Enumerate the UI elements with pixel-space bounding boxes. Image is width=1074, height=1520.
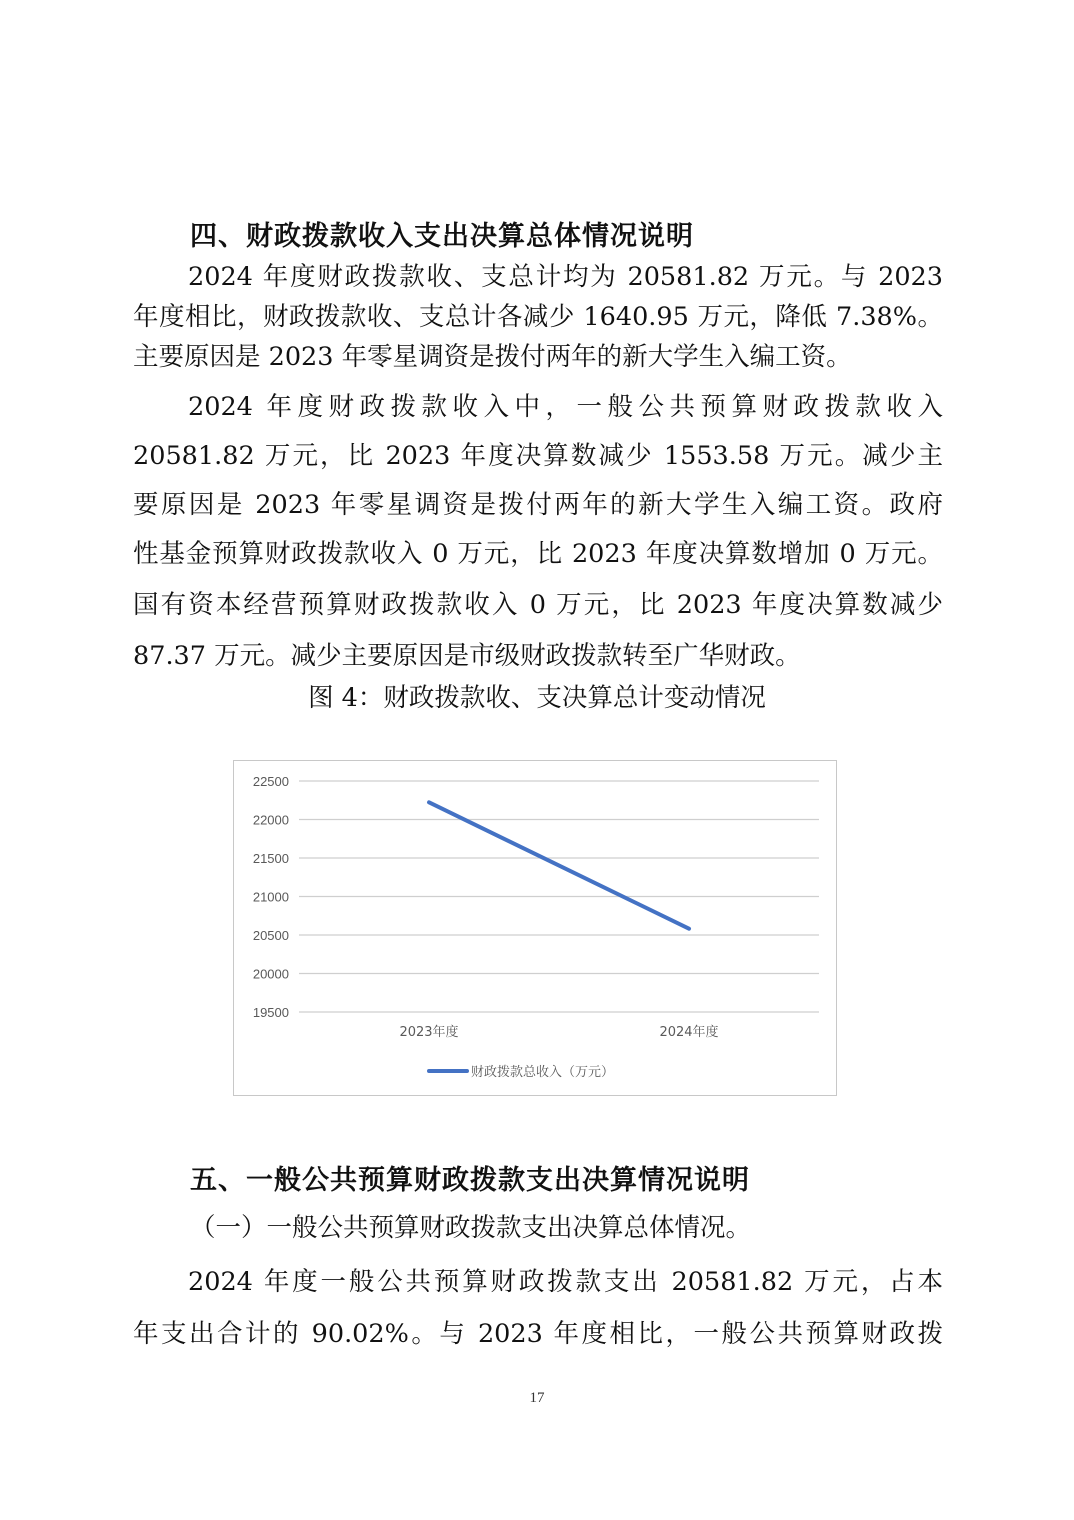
series-line	[429, 802, 689, 928]
y-tick-label: 20000	[252, 966, 289, 982]
figure-caption: 图 4：财政拨款收、支决算总计变动情况	[308, 683, 766, 713]
para2-line: 87.37 万元。减少主要原因是市级财政拨款转至广华财政。	[133, 641, 801, 671]
y-tick-label: 19500	[252, 1005, 289, 1020]
y-tick-label: 20500	[252, 928, 289, 943]
section5-para-line: 2024 年度一般公共预算财政拨款支出 20581.82 万元，占本	[188, 1267, 943, 1297]
page-number: 17	[529, 1390, 545, 1406]
x-tick-label: 2024年度	[659, 1025, 719, 1040]
y-tick-label: 21000	[252, 889, 289, 905]
para2-line: 20581.82 万元，比 2023 年度决算数减少 1553.58 万元。减少主	[133, 441, 943, 471]
section5-subheading: （一）一般公共预算财政拨款支出决算总体情况。	[190, 1213, 752, 1243]
para1-line: 主要原因是 2023 年零星调资是拨付两年的新大学生入编工资。	[133, 342, 852, 372]
section5-para-line: 年支出合计的 90.02%。与 2023 年度相比，一般公共预算财政拨	[133, 1319, 943, 1349]
y-tick-label: 22000	[252, 812, 289, 828]
section5-heading: 五、一般公共预算财政拨款支出决算情况说明	[190, 1165, 750, 1196]
para2-line: 国有资本经营预算财政拨款收入 0 万元，比 2023 年度决算数减少	[133, 590, 943, 620]
chart-canvas	[234, 761, 835, 1094]
para1-line: 年度相比，财政拨款收、支总计各减少 1640.95 万元，降低 7.38%。	[133, 302, 943, 332]
para2-line: 要原因是 2023 年零星调资是拨付两年的新大学生入编工资。政府	[133, 490, 943, 520]
x-tick-label: 2023年度	[399, 1025, 459, 1040]
y-tick-label: 22500	[252, 774, 289, 789]
para1-line: 2024 年度财政拨款收、支总计均为 20581.82 万元。与 2023	[188, 262, 943, 292]
y-tick-label: 21500	[252, 851, 289, 866]
section4-heading: 四、财政拨款收入支出决算总体情况说明	[190, 221, 694, 252]
legend-label: 财政拨款总收入（万元）	[471, 1065, 615, 1080]
para2-line: 性基金预算财政拨款收入 0 万元，比 2023 年度决算数增加 0 万元。	[133, 539, 943, 569]
line-chart	[233, 760, 837, 1096]
para2-line: 2024 年度财政拨款收入中，一般公共预算财政拨款收入	[188, 392, 943, 422]
